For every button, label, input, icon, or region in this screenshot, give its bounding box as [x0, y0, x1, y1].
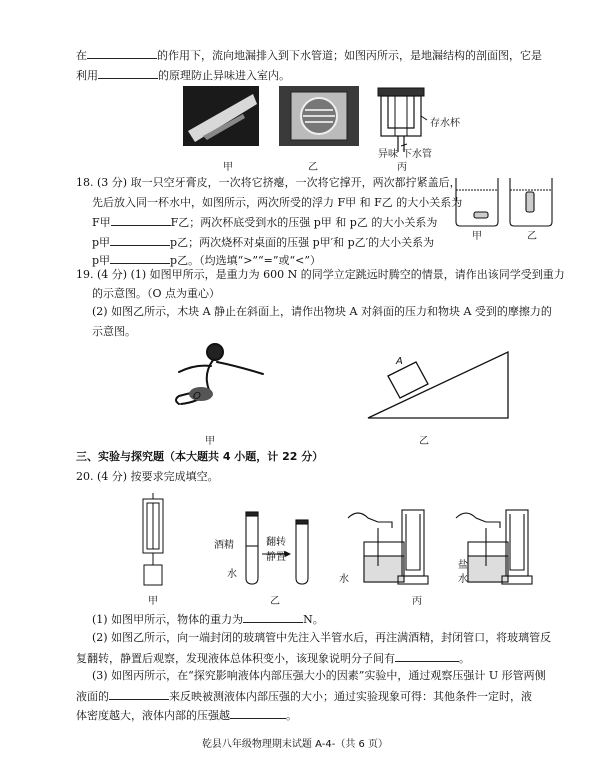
label-block-a: A — [396, 356, 403, 367]
q19-line-2: 的示意图。（O 点为重心） — [92, 287, 221, 300]
label-xiashuiguan: 下水管 — [402, 149, 432, 160]
caption-q20-jia: 甲 — [148, 596, 158, 607]
caption-q20-yi: 乙 — [270, 596, 280, 607]
text: 液面的 — [76, 690, 109, 703]
label-center-o: O — [193, 391, 201, 402]
text: 。 — [459, 652, 470, 665]
answer-blank[interactable] — [243, 611, 303, 623]
label-shui3: 水 — [458, 574, 468, 585]
text: F甲 — [92, 216, 111, 229]
q18-line-2: 先后放入同一杯水中，如图所示，两次所受的浮力 F甲 和 F乙 的大小关系为 — [92, 196, 463, 209]
spring-scale-figure — [138, 493, 168, 589]
intro-line-2 — [76, 67, 290, 83]
caption-yi: 乙 — [308, 162, 318, 173]
text: p甲 — [92, 236, 111, 249]
text: 的原理防止异味进入室内。 — [158, 69, 290, 82]
answer-blank[interactable] — [230, 707, 286, 719]
label-shui: 水 — [227, 569, 237, 580]
q20-sub-2b — [76, 650, 470, 666]
text: p甲 — [92, 254, 111, 267]
q20-sub-3c — [76, 707, 297, 723]
q19-line-4: 示意图。 — [92, 325, 136, 338]
caption-bing: 丙 — [397, 162, 407, 173]
q18-line-4 — [92, 234, 434, 250]
text: 利用 — [76, 69, 98, 82]
caption-q20-bing: 丙 — [412, 596, 422, 607]
answer-blank[interactable] — [87, 47, 157, 59]
q20-sub-1 — [92, 611, 324, 627]
caption-beaker-jia: 甲 — [472, 231, 482, 242]
text: 。 — [286, 709, 297, 722]
text: p乙。（均选填“>”“=”或“<”） — [170, 254, 321, 267]
text: N。 — [303, 613, 324, 626]
label-fanzhuan: 翻转 — [266, 537, 286, 548]
text: 在 — [76, 49, 87, 62]
manometer-figures — [344, 506, 556, 590]
q18-line-3 — [92, 214, 437, 230]
answer-blank[interactable] — [110, 234, 170, 246]
label-yiwei: 异味 — [378, 149, 398, 160]
answer-blank[interactable] — [98, 67, 158, 79]
label-cunshuibei: 存水杯 — [430, 118, 460, 129]
q20-line-1: 20. (4 分) 按要求完成填空。 — [76, 470, 219, 483]
label-jingzhi: 静置 — [266, 552, 286, 563]
q19-line-3: (2) 如图乙所示，木块 A 静止在斜面上，请作出物块 A 对斜面的压力和物块 A 受到的摩擦力的 — [92, 305, 552, 318]
caption-beaker-yi: 乙 — [527, 231, 537, 242]
q20-sub-2a: (2) 如图乙所示，向一端封闭的玻璃管中先注入半管水后，再注满酒精，封闭管口，将玻璃管反 — [92, 631, 552, 644]
answer-blank[interactable] — [110, 252, 170, 264]
text: 来反映被测液体内部压强的大小；通过实验现象可得：其他条件一定时，液 — [169, 690, 532, 703]
label-yan: 盐 — [458, 560, 468, 571]
text: 的作用下，流向地漏排入到下水管道；如图丙所示，是地漏结构的剖面图，它是 — [157, 49, 542, 62]
q20-sub-3b — [76, 688, 532, 704]
answer-blank[interactable] — [395, 650, 459, 662]
caption-jia: 甲 — [223, 162, 233, 173]
label-shui2: 水 — [339, 574, 349, 585]
page-footer: 乾县八年级物理期末试题 A-4-（共 6 页） — [201, 739, 389, 750]
caption-jumper-jia: 甲 — [205, 436, 215, 447]
beaker-figures — [452, 172, 558, 232]
intro-line-1 — [76, 47, 542, 63]
text: 复翻转，静置后观察，发现液体总体积变小，该现象说明分子间有 — [76, 652, 395, 665]
section-3-heading: 三、实验与探究题（本大题共 4 小题，计 22 分） — [76, 450, 324, 463]
text: F乙；两次杯底受到水的压强 p甲 和 p乙 的大小关系为 — [170, 216, 438, 229]
text: p乙；两次烧杯对桌面的压强 p甲′和 p乙′的大小关系为 — [170, 236, 435, 249]
q19-line-1: 19. (4 分) (1) 如图甲所示，是重力为 600 N 的同学立定跳远时腾空的情景，请作出该同学受到重力 — [76, 268, 565, 281]
answer-blank[interactable] — [109, 688, 169, 700]
incline-figure — [366, 350, 511, 422]
photo-yi — [279, 86, 359, 146]
q18-line-5 — [92, 252, 321, 268]
q18-line-1: 18. (3 分) 取一只空牙膏皮，一次将它挤瘪，一次将它撑开，两次都拧紧盖后， — [76, 176, 461, 189]
text: (1) 如图甲所示，物体的重力为 — [92, 613, 244, 626]
diagram-bing — [378, 88, 427, 152]
text: 体密度越大，液体内部的压强越 — [76, 709, 230, 722]
caption-incline-yi: 乙 — [419, 436, 429, 447]
q20-sub-3a: (3) 如图丙所示，在“探究影响液体内部压强大小的因素”实验中，通过观察压强计 U 形管两侧 — [92, 669, 546, 682]
long-jumper-figure — [165, 340, 275, 420]
photo-jia — [183, 86, 259, 146]
answer-blank[interactable] — [111, 214, 171, 226]
label-jiujing: 酒精 — [214, 540, 234, 551]
